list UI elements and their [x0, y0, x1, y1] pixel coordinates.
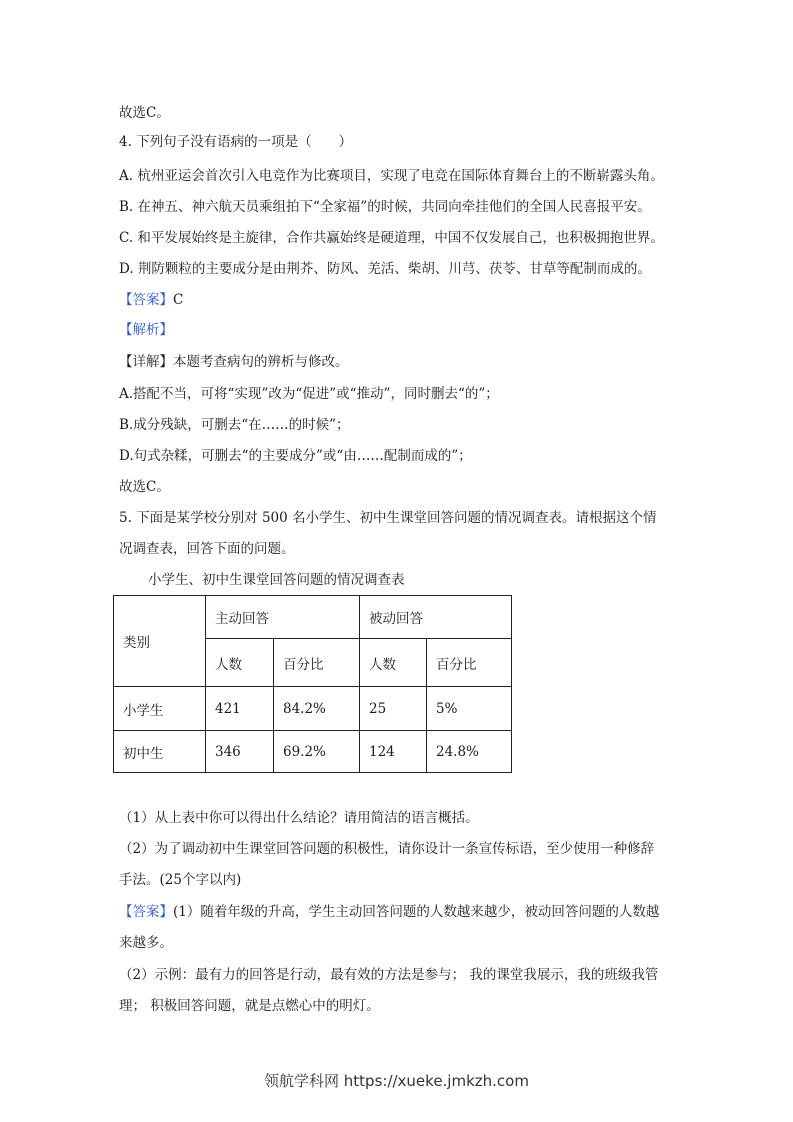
cell-passive-percent: 24.8%: [427, 731, 512, 773]
sub-question-1: （1）从上表中你可以得出什么结论？请用简洁的语言概括。: [119, 810, 479, 826]
row-label: 小学生: [114, 687, 206, 731]
explanation-b: B.成分残缺，可删去“在……的时候”；: [119, 417, 350, 433]
answer1-text: (1）随着年级的升高，学生主动回答问题的人数越来越少，被动回答问题的人数越: [173, 904, 660, 920]
answer-tag: 【答案】: [119, 904, 173, 920]
q3-conclusion: 故选C。: [119, 105, 170, 121]
table-row: [114, 731, 512, 773]
q5-answer2-line2: 理； 积极回答问题，就是点燃心中的明灯。: [119, 998, 380, 1014]
detail-line: 【详解】本题考查病句的辨析与修改。: [119, 354, 349, 370]
q5-answer-line2: 来越多。: [119, 935, 173, 951]
header-active-percent: 百分比: [274, 639, 360, 687]
option-c: C. 和平发展始终是主旋律，合作共赢始终是硬道理，中国不仅发展自己，也积极拥抱世界。: [119, 230, 664, 246]
header-passive-count: 人数: [360, 639, 427, 687]
question-4-stem: 4. 下列句子没有语病的一项是（ ）: [119, 134, 353, 150]
option-d: D. 荆防颗粒的主要成分是由荆芥、防风、羌活、柴胡、川芎、茯苓、甘草等配制而成的。: [119, 261, 651, 277]
header-category: 类别: [114, 596, 206, 687]
answer-tag: 【答案】: [119, 292, 173, 308]
footer-watermark: 领航学科网 https://xueke.jmkzh.com: [264, 1072, 529, 1090]
cell-active-count: 346: [206, 731, 274, 773]
table-title: 小学生、初中生课堂回答问题的情况调查表: [148, 572, 405, 588]
header-active: 主动回答: [206, 596, 360, 639]
q4-conclusion: 故选C。: [119, 479, 170, 495]
cell-active-percent: 69.2%: [274, 731, 360, 773]
cell-active-count: 421: [206, 687, 274, 731]
sub-question-2-line1: （2）为了调动初中生课堂回答问题的积极性，请你设计一条宣传标语，至少使用一种修辞: [119, 841, 655, 857]
cell-active-percent: 84.2%: [274, 687, 360, 731]
option-b: B. 在神五、神六航天员乘组拍下“全家福”的时候，共同向牵挂他们的全国人民喜报平安。: [119, 199, 651, 215]
q4-answer: [119, 290, 183, 310]
header-passive-percent: 百分比: [427, 639, 512, 687]
analysis-tag: 【解析】: [119, 322, 173, 338]
explanation-d: D.句式杂糅，可删去“的主要成分”或“由……配制而成的”；: [119, 448, 472, 464]
header-passive: 被动回答: [360, 596, 512, 639]
q5-answer-line1: [119, 902, 659, 922]
cell-passive-count: 25: [360, 687, 427, 731]
sub-question-2-line2: 手法。(25个字以内): [119, 872, 242, 888]
explanation-a: A.搭配不当，可将“实现”改为“促进”或“推动”，同时删去“的”；: [119, 386, 499, 402]
option-a: A. 杭州亚运会首次引入电竞作为比赛项目，实现了电竞在国际体育舞台上的不断崭露头角。: [119, 168, 664, 184]
survey-table: [113, 595, 512, 773]
answer-value: C: [173, 292, 184, 308]
row-label: 初中生: [114, 731, 206, 773]
cell-passive-percent: 5%: [427, 687, 512, 731]
question-5-stem-line1: 5. 下面是某学校分别对 500 名小学生、初中生课堂回答问题的情况调查表。请根据这个情: [119, 510, 657, 526]
header-active-count: 人数: [206, 639, 274, 687]
table-row: [114, 687, 512, 731]
question-5-stem-line2: 况调查表，回答下面的问题。: [119, 541, 295, 557]
q5-answer2-line1: （2）示例：最有力的回答是行动，最有效的方法是参与； 我的课堂我展示，我的班级我管: [119, 967, 659, 983]
cell-passive-count: 124: [360, 731, 427, 773]
